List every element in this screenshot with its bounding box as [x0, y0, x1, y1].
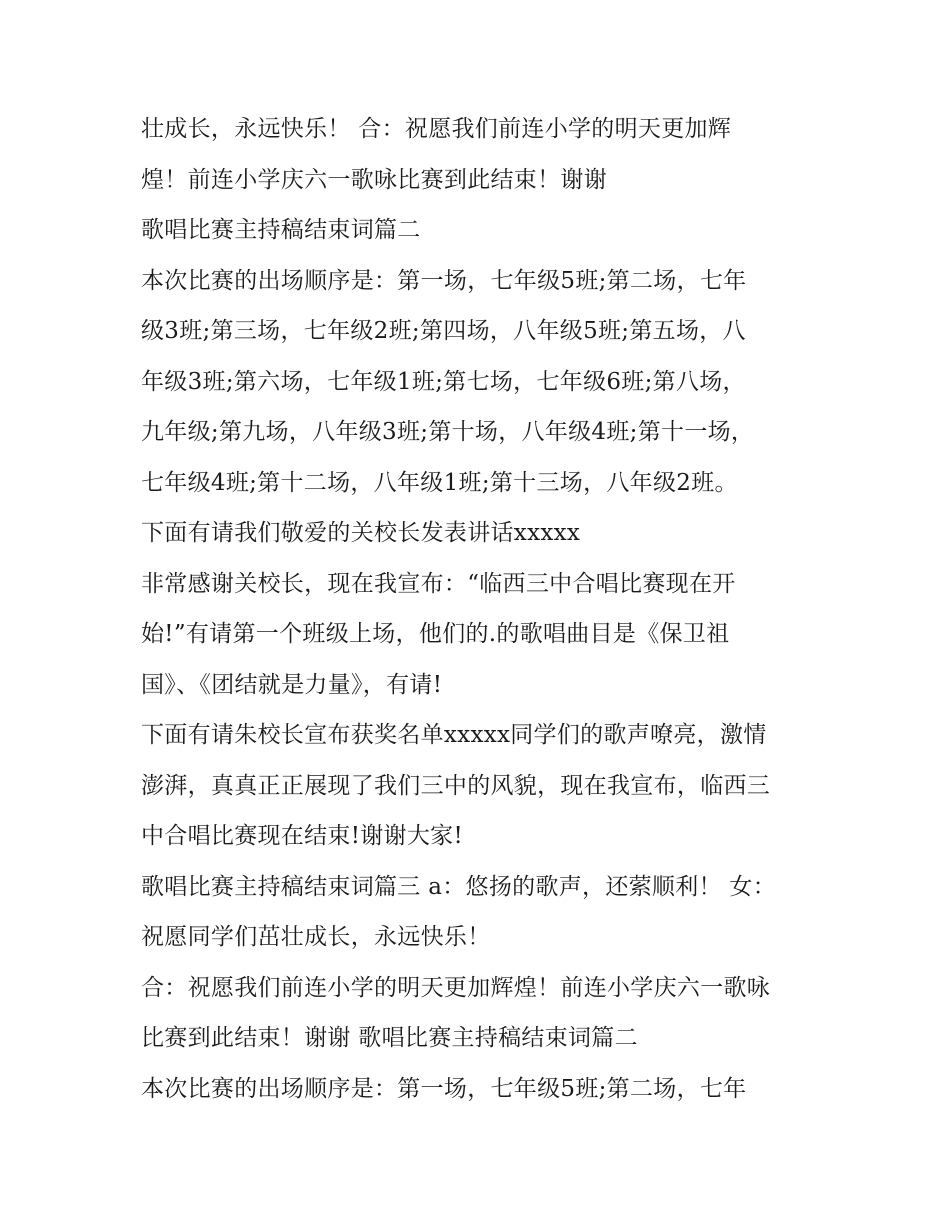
text-line: 下面有请朱校长宣布获奖名单xxxxx同学们的歌声嘹亮，激情 — [141, 722, 767, 748]
text-line: 煌！前连小学庆六一歌咏比赛到此结束！谢谢 — [141, 166, 607, 193]
text-line: 本次比赛的出场顺序是：第一场，七年级5班;第二场，七年 — [141, 267, 747, 294]
text-line: 澎湃，真真正正展现了我们三中的风貌，现在我宣布，临西三 — [141, 772, 771, 799]
text-line: 歌唱比赛主持稿结束词篇三 a：悠扬的歌声，还萦顺利！ 女： — [141, 873, 777, 900]
text-line: 本次比赛的出场顺序是：第一场，七年级5班;第二场，七年 — [141, 1075, 747, 1102]
text-line: 比赛到此结束！谢谢 歌唱比赛主持稿结束词篇二 — [141, 1025, 638, 1051]
text-line: 国》、《团结就是力量》，有请! — [141, 671, 443, 698]
text-line: 壮成长，永远快乐！ 合：祝愿我们前连小学的明天更加辉 — [141, 116, 732, 142]
text-line: 年级3班;第六场，七年级1班;第七场，七年级6班;第八场， — [141, 368, 746, 395]
text-line: 合：祝愿我们前连小学的明天更加辉煌！前连小学庆六一歌咏 — [141, 974, 771, 1001]
text-line: 非常感谢关校长，现在我宣布：“临西三中合唱比赛现在开 — [141, 570, 736, 597]
text-line: 下面有请我们敬爱的关校长发表讲话xxxxx — [141, 520, 581, 546]
text-line: 级3班;第三场，七年级2班;第四场，八年级5班;第五场，八 — [141, 318, 746, 344]
text-line: 中合唱比赛现在结束!谢谢大家! — [141, 823, 463, 849]
text-line: 祝愿同学们茁壮成长，永远快乐！ — [141, 924, 491, 950]
text-line: 始!”有请第一个班级上场，他们的.的歌唱曲目是《保卫祖 — [141, 621, 730, 647]
document-body — [141, 104, 821, 1114]
section-heading: 歌唱比赛主持稿结束词篇二 — [141, 217, 421, 243]
text-line: 九年级;第九场，八年级3班;第十场，八年级4班;第十一场， — [141, 419, 755, 445]
text-line: 七年级4班;第十二场，八年级1班;第十三场，八年级2班。 — [141, 469, 738, 496]
